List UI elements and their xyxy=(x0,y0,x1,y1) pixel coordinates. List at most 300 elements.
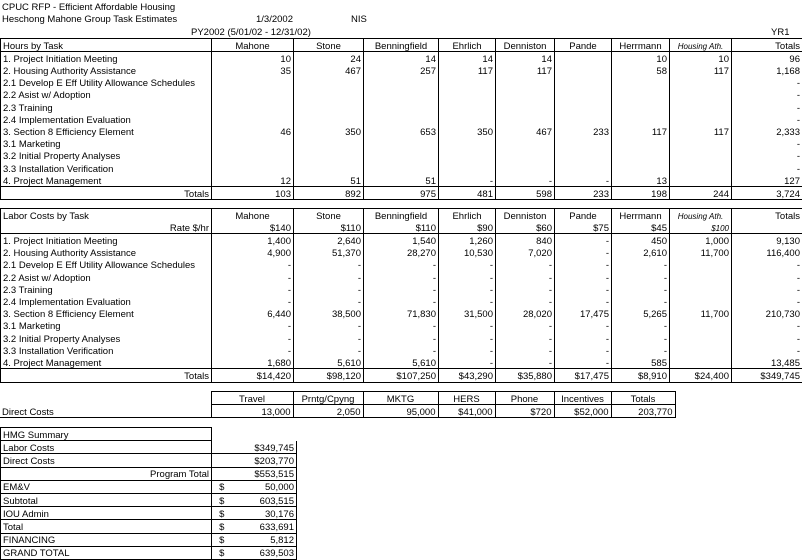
hours-header-row xyxy=(1,39,802,52)
summary-label: IOU Admin xyxy=(1,507,212,520)
task-label: 2. Housing Authority Assistance xyxy=(1,64,212,76)
hours-cell xyxy=(294,138,364,150)
labor-cell xyxy=(670,356,732,369)
labor-cell: - xyxy=(439,271,496,283)
hours-cell xyxy=(555,101,612,113)
hours-cell: 117 xyxy=(612,125,670,137)
hours-cell: - xyxy=(555,174,612,187)
task-label: 3.1 Marketing xyxy=(1,320,212,332)
direct-costs-table xyxy=(0,391,676,418)
labor-cell: - xyxy=(439,320,496,332)
hours-cell: 350 xyxy=(439,125,496,137)
task-label: 4. Project Management xyxy=(1,174,212,187)
summary-value: 30,176 xyxy=(232,507,297,520)
hours-cell: 51 xyxy=(294,174,364,187)
labor-total-cell: $35,880 xyxy=(496,369,555,382)
hours-cell xyxy=(496,77,555,89)
hours-cell xyxy=(439,138,496,150)
summary-cur xyxy=(212,467,232,480)
summary-value: 603,515 xyxy=(232,493,297,506)
labor-cell: - xyxy=(364,320,439,332)
labor-cell: 11,700 xyxy=(670,308,732,320)
labor-col-header: Pande xyxy=(555,209,612,222)
summary-label: FINANCING xyxy=(1,533,212,546)
task-label: 3.3 Installation Verification xyxy=(1,344,212,356)
labor-col-header: Denniston xyxy=(496,209,555,222)
labor-cell: 5,610 xyxy=(294,356,364,369)
labor-cell xyxy=(670,344,732,356)
summary-title-row xyxy=(1,428,297,441)
labor-cell: - xyxy=(496,332,555,344)
summary-value: 5,812 xyxy=(232,533,297,546)
hours-cell xyxy=(670,113,732,125)
rate-cell: $100 xyxy=(670,221,732,234)
hours-cell: 1,168 xyxy=(732,64,802,76)
hours-cell xyxy=(670,77,732,89)
hours-cell xyxy=(212,101,294,113)
hours-cell: 24 xyxy=(294,52,364,65)
summary-row xyxy=(1,520,297,533)
hours-cell: 96 xyxy=(732,52,802,65)
summary-value: $553,515 xyxy=(232,467,297,480)
labor-cell: - xyxy=(212,271,294,283)
hours-cell xyxy=(496,113,555,125)
summary-program-row xyxy=(1,467,297,480)
labor-cell: 11,700 xyxy=(670,247,732,259)
hours-cell xyxy=(364,138,439,150)
hours-cell xyxy=(612,101,670,113)
labor-cell: 7,020 xyxy=(496,247,555,259)
labor-cell: - xyxy=(732,344,802,356)
hours-row xyxy=(1,113,802,125)
task-label: 1. Project Initiation Meeting xyxy=(1,234,212,247)
labor-cell: 1,680 xyxy=(212,356,294,369)
labor-cell: - xyxy=(439,356,496,369)
task-label: 3. Section 8 Efficiency Element xyxy=(1,125,212,137)
hours-cell xyxy=(612,150,670,162)
hours-col-header: Herrmann xyxy=(612,39,670,52)
hours-cell xyxy=(496,138,555,150)
task-label: 2.1 Develop E Eff Utility Allowance Schedules xyxy=(1,259,212,271)
hours-cell: 10 xyxy=(670,52,732,65)
hours-cell: 117 xyxy=(670,125,732,137)
labor-header-row xyxy=(1,209,802,222)
labor-row xyxy=(1,356,802,369)
labor-title: Labor Costs by Task xyxy=(1,209,212,222)
labor-cell: - xyxy=(555,283,612,295)
labor-cell: - xyxy=(496,320,555,332)
labor-cell: - xyxy=(732,332,802,344)
labor-cell xyxy=(670,295,732,307)
labor-col-header: Housing Ath. xyxy=(670,209,732,222)
hours-row xyxy=(1,162,802,174)
hours-row xyxy=(1,89,802,101)
labor-cell: 17,475 xyxy=(555,308,612,320)
task-label: 1. Project Initiation Meeting xyxy=(1,52,212,65)
summary-label: Program Total xyxy=(1,467,212,480)
labor-cell: - xyxy=(555,234,612,247)
labor-cell: - xyxy=(555,344,612,356)
labor-cell: - xyxy=(294,295,364,307)
totals-label: Totals xyxy=(1,187,212,200)
labor-cell: - xyxy=(439,295,496,307)
direct-costs-row xyxy=(0,405,675,418)
hours-col-header: Ehrlich xyxy=(439,39,496,52)
labor-cell: 9,130 xyxy=(732,234,802,247)
direct-label: Direct Costs xyxy=(0,405,211,418)
hours-cell: - xyxy=(732,150,802,162)
hours-cell: 14 xyxy=(364,52,439,65)
hours-cell xyxy=(439,150,496,162)
labor-col-header: Totals xyxy=(732,209,802,222)
summary-direct-row xyxy=(1,454,297,467)
hours-cell: 117 xyxy=(439,64,496,76)
hours-col-header: Benningfield xyxy=(364,39,439,52)
labor-cell: 585 xyxy=(612,356,670,369)
hours-total-cell: 481 xyxy=(439,187,496,200)
summary-value: $203,770 xyxy=(232,454,297,467)
labor-cell: 116,400 xyxy=(732,247,802,259)
labor-totals-row xyxy=(1,369,802,382)
hours-cell xyxy=(212,77,294,89)
hours-title: Hours by Task xyxy=(1,39,212,52)
hours-cell xyxy=(670,101,732,113)
labor-cell: - xyxy=(212,295,294,307)
labor-total-cell: $24,400 xyxy=(670,369,732,382)
labor-cell xyxy=(670,259,732,271)
direct-cell: 203,770 xyxy=(611,405,675,418)
totals-label: Totals xyxy=(1,369,212,382)
labor-cell: - xyxy=(496,259,555,271)
hours-cell xyxy=(612,162,670,174)
task-label: 2.2 Asist w/ Adoption xyxy=(1,271,212,283)
hours-cell xyxy=(612,113,670,125)
labor-row xyxy=(1,259,802,271)
labor-cell: - xyxy=(555,332,612,344)
task-label: 4. Project Management xyxy=(1,356,212,369)
hours-row xyxy=(1,77,802,89)
task-label: 3.2 Initial Property Analyses xyxy=(1,332,212,344)
labor-row xyxy=(1,320,802,332)
doc-initials: NIS xyxy=(351,15,367,25)
hours-cell xyxy=(439,113,496,125)
hours-totals-row xyxy=(1,187,802,200)
labor-total-cell: $98,120 xyxy=(294,369,364,382)
labor-cell: - xyxy=(212,283,294,295)
labor-cell: 1,260 xyxy=(439,234,496,247)
hours-total-cell: 975 xyxy=(364,187,439,200)
labor-cell: - xyxy=(496,295,555,307)
labor-cell: - xyxy=(732,295,802,307)
labor-cell xyxy=(670,332,732,344)
doc-subtitle: Heschong Mahone Group Task Estimates xyxy=(2,15,177,25)
labor-cell: - xyxy=(555,320,612,332)
hours-cell xyxy=(670,162,732,174)
hours-table xyxy=(0,38,802,200)
hours-cell xyxy=(364,77,439,89)
rate-cell: $110 xyxy=(294,221,364,234)
hours-cell xyxy=(496,162,555,174)
labor-cell: - xyxy=(612,344,670,356)
labor-cell: 5,265 xyxy=(612,308,670,320)
hours-cell: 51 xyxy=(364,174,439,187)
rate-cell: $90 xyxy=(439,221,496,234)
hours-cell: 58 xyxy=(612,64,670,76)
direct-col-header: HERS xyxy=(438,392,495,405)
hours-cell xyxy=(439,162,496,174)
labor-cell: - xyxy=(612,332,670,344)
hours-cell xyxy=(555,162,612,174)
labor-row xyxy=(1,234,802,247)
labor-cell: - xyxy=(439,283,496,295)
labor-cell: - xyxy=(439,332,496,344)
hours-cell xyxy=(555,52,612,65)
hours-cell xyxy=(439,77,496,89)
labor-cell: - xyxy=(212,332,294,344)
summary-labor-row xyxy=(1,441,297,454)
labor-cell: - xyxy=(294,332,364,344)
rate-cell: $45 xyxy=(612,221,670,234)
labor-total-cell: $107,250 xyxy=(364,369,439,382)
labor-cell: 1,540 xyxy=(364,234,439,247)
hours-cell xyxy=(364,89,439,101)
hours-cell xyxy=(496,101,555,113)
summary-title: HMG Summary xyxy=(1,428,212,441)
labor-cell: - xyxy=(294,344,364,356)
hours-cell: 467 xyxy=(294,64,364,76)
task-label: 3.1 Marketing xyxy=(1,138,212,150)
hours-cell: 35 xyxy=(212,64,294,76)
summary-row xyxy=(1,546,297,559)
labor-cell: 13,485 xyxy=(732,356,802,369)
direct-col-header: Phone xyxy=(495,392,554,405)
hours-cell: 46 xyxy=(212,125,294,137)
direct-header-row xyxy=(0,392,675,405)
task-label: 3. Section 8 Efficiency Element xyxy=(1,308,212,320)
task-label: 2.3 Training xyxy=(1,101,212,113)
labor-cell: 28,270 xyxy=(364,247,439,259)
summary-row xyxy=(1,507,297,520)
labor-cell: 450 xyxy=(612,234,670,247)
labor-cell: - xyxy=(496,356,555,369)
hours-cell: 14 xyxy=(439,52,496,65)
summary-label: EM&V xyxy=(1,480,212,493)
task-label: 3.2 Initial Property Analyses xyxy=(1,150,212,162)
summary-cur xyxy=(212,441,232,454)
labor-cell xyxy=(670,320,732,332)
summary-row xyxy=(1,480,297,493)
labor-row xyxy=(1,332,802,344)
hours-cell xyxy=(212,162,294,174)
hours-cell xyxy=(439,101,496,113)
labor-cell: 28,020 xyxy=(496,308,555,320)
hours-cell xyxy=(555,89,612,101)
rate-cell: $60 xyxy=(496,221,555,234)
rate-label: Rate $/hr xyxy=(1,221,212,234)
rate-cell xyxy=(732,221,802,234)
summary-cur: $ xyxy=(212,533,232,546)
labor-cell: - xyxy=(439,259,496,271)
hours-row xyxy=(1,64,802,76)
labor-row xyxy=(1,308,802,320)
hours-cell: - xyxy=(732,89,802,101)
hours-cell xyxy=(555,77,612,89)
hours-cell xyxy=(364,150,439,162)
summary-row xyxy=(1,533,297,546)
task-label: 2. Housing Authority Assistance xyxy=(1,247,212,259)
hours-cell xyxy=(496,89,555,101)
hours-cell: 233 xyxy=(555,125,612,137)
task-label: 2.2 Asist w/ Adoption xyxy=(1,89,212,101)
hours-cell: - xyxy=(732,101,802,113)
labor-cell: 38,500 xyxy=(294,308,364,320)
labor-cell: - xyxy=(732,283,802,295)
direct-col-header: Prntg/Cpyng xyxy=(293,392,363,405)
hours-cell: 350 xyxy=(294,125,364,137)
hours-total-cell: 103 xyxy=(212,187,294,200)
hours-col-header: Denniston xyxy=(496,39,555,52)
hours-cell: - xyxy=(732,162,802,174)
rate-cell: $140 xyxy=(212,221,294,234)
hours-cell xyxy=(555,150,612,162)
rate-cell: $110 xyxy=(364,221,439,234)
direct-col-header: Travel xyxy=(211,392,293,405)
labor-cell: - xyxy=(364,344,439,356)
labor-cell: - xyxy=(294,283,364,295)
labor-cell: 10,530 xyxy=(439,247,496,259)
hours-cell: 117 xyxy=(670,64,732,76)
labor-cell: - xyxy=(612,283,670,295)
summary-label: GRAND TOTAL xyxy=(1,546,212,559)
hours-cell: 10 xyxy=(212,52,294,65)
direct-cell: 13,000 xyxy=(211,405,293,418)
labor-cell: - xyxy=(732,320,802,332)
hours-col-header: Stone xyxy=(294,39,364,52)
hours-cell xyxy=(612,138,670,150)
hours-cell xyxy=(364,101,439,113)
rate-cell: $75 xyxy=(555,221,612,234)
doc-title: CPUC RFP - Efficient Affordable Housing xyxy=(2,3,175,13)
direct-spacer xyxy=(0,392,211,405)
labor-cell: 210,730 xyxy=(732,308,802,320)
hours-cell: 467 xyxy=(496,125,555,137)
hours-row xyxy=(1,125,802,137)
direct-cell: $52,000 xyxy=(554,405,611,418)
hours-cell xyxy=(294,113,364,125)
hours-cell xyxy=(670,174,732,187)
labor-cell: - xyxy=(555,295,612,307)
hours-cell: 10 xyxy=(612,52,670,65)
hours-total-cell: 198 xyxy=(612,187,670,200)
summary-cur: $ xyxy=(212,520,232,533)
labor-row xyxy=(1,271,802,283)
labor-cell: - xyxy=(212,320,294,332)
labor-cell: - xyxy=(555,247,612,259)
labor-col-header: Ehrlich xyxy=(439,209,496,222)
hours-row xyxy=(1,174,802,187)
hours-cell xyxy=(612,77,670,89)
labor-cell: - xyxy=(612,320,670,332)
labor-col-header: Mahone xyxy=(212,209,294,222)
hours-cell: - xyxy=(732,138,802,150)
hours-cell xyxy=(364,113,439,125)
period-label: PY2002 (5/01/02 - 12/31/02) xyxy=(191,28,311,38)
hours-cell: 13 xyxy=(612,174,670,187)
summary-spacer xyxy=(232,428,297,441)
labor-cell: - xyxy=(364,332,439,344)
labor-row xyxy=(1,247,802,259)
hmg-summary-table xyxy=(0,427,297,560)
labor-col-header: Benningfield xyxy=(364,209,439,222)
direct-cell: $720 xyxy=(495,405,554,418)
hours-cell xyxy=(555,113,612,125)
doc-date: 1/3/2002 xyxy=(256,15,293,25)
labor-cell: 1,400 xyxy=(212,234,294,247)
labor-cell: - xyxy=(439,344,496,356)
hours-col-header: Housing Ath. xyxy=(670,39,732,52)
summary-value: 639,503 xyxy=(232,546,297,559)
hours-cell xyxy=(670,138,732,150)
hours-total-cell: 244 xyxy=(670,187,732,200)
summary-label: Labor Costs xyxy=(1,441,212,454)
labor-cell xyxy=(670,271,732,283)
labor-total-cell: $8,910 xyxy=(612,369,670,382)
labor-cell: 31,500 xyxy=(439,308,496,320)
labor-cell: - xyxy=(612,271,670,283)
labor-cell: 840 xyxy=(496,234,555,247)
labor-cell: 2,640 xyxy=(294,234,364,247)
hours-cell: - xyxy=(439,174,496,187)
labor-cell: 6,440 xyxy=(212,308,294,320)
labor-cell: - xyxy=(496,283,555,295)
hours-cell xyxy=(294,162,364,174)
hours-cell xyxy=(294,150,364,162)
hours-total-cell: 233 xyxy=(555,187,612,200)
hours-cell: 12 xyxy=(212,174,294,187)
hours-row xyxy=(1,52,802,65)
hours-cell: 2,333 xyxy=(732,125,802,137)
direct-cell: 95,000 xyxy=(363,405,438,418)
hours-cell: - xyxy=(732,77,802,89)
labor-cell: - xyxy=(364,271,439,283)
year-label: YR1 xyxy=(771,28,789,38)
summary-label: Total xyxy=(1,520,212,533)
hours-col-header: Totals xyxy=(732,39,802,52)
hours-total-cell: 892 xyxy=(294,187,364,200)
labor-cell: 4,900 xyxy=(212,247,294,259)
labor-cell: 5,610 xyxy=(364,356,439,369)
hours-row xyxy=(1,138,802,150)
direct-col-header: Totals xyxy=(611,392,675,405)
hours-cell xyxy=(364,162,439,174)
labor-col-header: Stone xyxy=(294,209,364,222)
labor-row xyxy=(1,295,802,307)
hours-row xyxy=(1,150,802,162)
hours-total-cell: 3,724 xyxy=(732,187,802,200)
hours-cell xyxy=(439,89,496,101)
hours-cell xyxy=(212,150,294,162)
hours-col-header: Pande xyxy=(555,39,612,52)
summary-label: Direct Costs xyxy=(1,454,212,467)
hours-cell xyxy=(212,138,294,150)
labor-total-cell: $14,420 xyxy=(212,369,294,382)
labor-cell: - xyxy=(732,271,802,283)
hours-cell xyxy=(555,138,612,150)
labor-cell xyxy=(670,283,732,295)
hours-cell xyxy=(212,89,294,101)
labor-costs-table xyxy=(0,208,802,383)
labor-cell: - xyxy=(555,259,612,271)
